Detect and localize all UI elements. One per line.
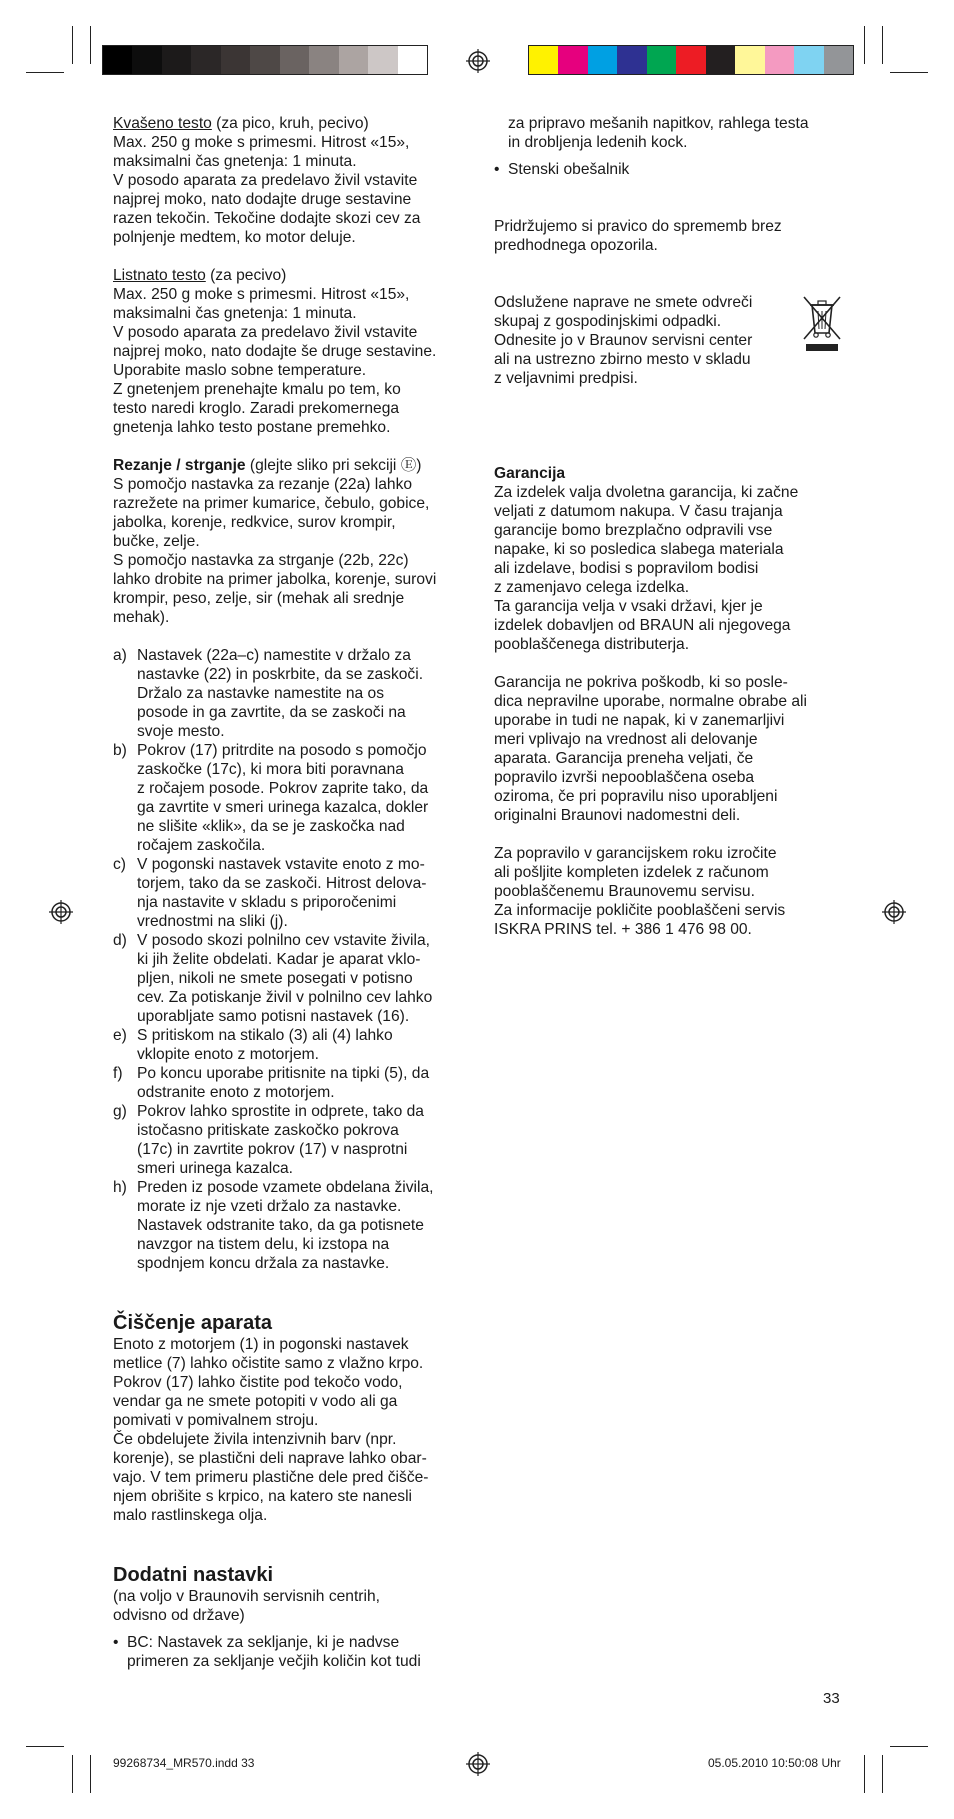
text-line: morate iz nje vzeti držalo za nastavke. (137, 1198, 402, 1215)
text-line: Pokrov (17) pritrdite na posodo s pomočjo (137, 742, 427, 759)
text-line: razrežete na primer kumarice, čebulo, gobice, (113, 495, 430, 512)
crop-mark (72, 1755, 73, 1793)
text-line: in drobljenja ledenih kock. (508, 134, 688, 151)
text-line: V posodo skozi polnilno cev vstavite živila, (137, 932, 430, 949)
text-line: meri vplivajo na vrednost ali delovanje (494, 731, 758, 748)
crop-mark (882, 26, 883, 64)
color-swatch (558, 46, 587, 74)
text-line: Pokrov (17) lahko čistite pod tekočo vodo, (113, 1374, 403, 1391)
bullet-icon: • (113, 1634, 119, 1651)
process-color-bar (528, 45, 854, 75)
text-line: ali na ustrezno zbirno mesto v skladu (494, 351, 751, 368)
crop-mark (90, 26, 91, 64)
text-line: torjem, tako da se zaskoči. Hitrost delova- (137, 875, 427, 892)
text-line: ali pošljite kompleten izdelek z računom (494, 864, 769, 881)
rezanje-title-suffix: (glejte sliko pri sekciji Ⓔ) (245, 457, 422, 474)
list-item (113, 1102, 473, 1178)
text-line: S pomočjo nastavka za strganje (22b, 22c) (113, 552, 409, 569)
text-line: ki jih želite obdelati. Kadar je aparat vklo- (137, 951, 421, 968)
color-swatch (368, 46, 397, 74)
section-kvaseno-testo (113, 114, 473, 247)
text-line: Nastavek (22a–c) namestite v držalo za (137, 647, 411, 664)
text-line: svoje mesto. (137, 723, 225, 740)
text-line: popravilo izvrši nepooblaščena oseba (494, 769, 755, 786)
color-swatch (250, 46, 279, 74)
color-swatch (647, 46, 676, 74)
text-line: jabolka, korenje, redkvice, surov krompir, (113, 514, 396, 531)
crop-mark (882, 1755, 883, 1793)
color-swatch (735, 46, 764, 74)
text-line: S pomočjo nastavka za rezanje (22a) lahko (113, 476, 413, 493)
text-line: krompir, peso, zelje, sir (mehak ali srednje (113, 590, 405, 607)
text-line: nja nastavite v skladu s priporočenimi (137, 894, 397, 911)
bullet-icon: • (494, 161, 500, 178)
text-line: Ta garancija velja v vsaki državi, kjer je (494, 598, 763, 615)
crop-mark (864, 26, 865, 64)
text-line: malo rastlinskega olja. (113, 1507, 268, 1524)
text-line: dica nepravilne uporabe, normalne obrabe ali (494, 693, 807, 710)
crop-mark (864, 1755, 865, 1793)
garancija-title: Garancija (494, 465, 566, 482)
text-line: vrednostmi na sliki (j). (137, 913, 288, 930)
text-line: zaskočke (17c), ki mora biti poravnana (137, 761, 404, 778)
color-swatch (103, 46, 132, 74)
color-swatch (398, 46, 427, 74)
step-label: f) (113, 1065, 123, 1082)
text-line: gnetenja lahko testo postane premehko. (113, 419, 391, 436)
text-line: (17c) in zavrtite pokrov (17) v nasprotni (137, 1141, 408, 1158)
color-swatch (529, 46, 558, 74)
section-dodatni-nastavki (113, 1563, 473, 1671)
text-line: V posodo aparata za predelavo živil vstavite (113, 172, 418, 189)
bullet-continuation (494, 114, 854, 152)
list-item (113, 1064, 473, 1102)
text-line: Za informacije pokličite pooblaščeni servis (494, 902, 786, 919)
section-garancija (494, 464, 854, 939)
text-line: metlice (7) lahko očistite samo z vlažno krpo. (113, 1355, 424, 1372)
text-line: napake, ki so posledica slabega materiala (494, 541, 784, 558)
text-line: nastavke (22) in poskrbite, da se zaskoči. (137, 666, 424, 683)
kvaseno-title-suffix: (za pico, kruh, pecivo) (211, 115, 369, 132)
list-item (494, 160, 854, 179)
crop-mark (26, 72, 64, 73)
color-swatch (588, 46, 617, 74)
text-line: pomivati v pomivalnem stroju. (113, 1412, 319, 1429)
color-swatch (280, 46, 309, 74)
color-swatch (794, 46, 823, 74)
text-line: Garancija ne pokriva poškodb, ki so posle- (494, 674, 788, 691)
dodatni-heading: Dodatni nastavki (113, 1564, 274, 1586)
text-line: Pokrov lahko sprostite in odprete, tako da (137, 1103, 424, 1120)
color-swatch (132, 46, 161, 74)
text-line: Če obdelujete živila intenzivnih barv (npr. (113, 1431, 397, 1448)
text-line: S pritiskom na stikalo (3) ali (4) lahko (137, 1027, 393, 1044)
text-line: ne slišite «klik», da se je zaskočka nad (137, 818, 405, 835)
text-line: Za izdelek valja dvoletna garancija, ki začne (494, 484, 799, 501)
text-line: istočasno pritiskate zaskočko pokrova (137, 1122, 399, 1139)
registration-mark-icon (465, 1751, 491, 1777)
list-item (113, 855, 473, 931)
crop-mark (890, 1746, 928, 1747)
text-line: veljati z datumom nakupa. V času trajanja (494, 503, 783, 520)
text-line: z ročajem posode. Pokrov zaprite tako, da (137, 780, 429, 797)
text-line: Enoto z motorjem (1) in pogonski nastavek (113, 1336, 409, 1353)
text-line: (na voljo v Braunovih servisnih centrih, (113, 1588, 380, 1605)
rezanje-title: Rezanje / strganje (113, 457, 246, 474)
text-line: ročajem zaskočila. (137, 837, 266, 854)
color-swatch (339, 46, 368, 74)
text-line: testo naredi kroglo. Zaradi prekomernega (113, 400, 400, 417)
text-line: Uporabite maslo sobne temperature. (113, 362, 367, 379)
color-swatch (221, 46, 250, 74)
registration-mark-icon (465, 48, 491, 74)
footer-timestamp: 05.05.2010 10:50:08 Uhr (708, 1756, 841, 1770)
text-line: izdelek dobavljen od BRAUN ali njegovega (494, 617, 791, 634)
section-odsluzene (494, 293, 854, 388)
step-label: g) (113, 1103, 127, 1120)
text-line: lahko drobite na primer jabolka, korenje, surovi (113, 571, 437, 588)
text-line: originalni Braunovi nadomestni deli. (494, 807, 741, 824)
text-line: navzgor na tistem delu, ki izstopa na (137, 1236, 390, 1253)
listnato-title-suffix: (za pecivo) (205, 267, 287, 284)
text-line: aparata. Garancija preneha veljati, če (494, 750, 754, 767)
text-line: pljen, nikoli ne smete posegati v potisno (137, 970, 413, 987)
text-line: ga zavrtite v smeri urinega kazalca, dokler (137, 799, 429, 816)
section-pridrzujemo (494, 217, 854, 255)
color-swatch (162, 46, 191, 74)
text-line: predhodnega opozorila. (494, 237, 658, 254)
text-line: Pridržujemo si pravico do sprememb brez (494, 218, 782, 235)
text-line: odvisno od države) (113, 1607, 245, 1624)
step-label: c) (113, 856, 126, 873)
color-swatch (617, 46, 646, 74)
text-line: uporabljate samo potisni nastavek (16). (137, 1008, 410, 1025)
text-line: z veljavnimi predpisi. (494, 370, 638, 387)
kvaseno-title: Kvašeno testo (113, 115, 212, 132)
crop-mark (26, 1746, 64, 1747)
text-line: Max. 250 g moke s primesmi. Hitrost «15», (113, 134, 410, 151)
text-line: Odslužene naprave ne smete odvreči (494, 294, 753, 311)
list-item (113, 1633, 473, 1671)
text-line: skupaj z gospodinjskimi odpadki. (494, 313, 722, 330)
color-swatch (706, 46, 735, 74)
list-item (113, 1026, 473, 1064)
text-line: razen tekočin. Tekočine dodajte skozi cev za (113, 210, 421, 227)
text-line: spodnjem koncu držala za nastavke. (137, 1255, 390, 1272)
text-line: pooblaščenega distributerja. (494, 636, 690, 653)
text-line: BC: Nastavek za sekljanje, ki je nadvse (127, 1634, 400, 1651)
footer-file-name: 99268734_MR570.indd 33 (113, 1756, 255, 1770)
text-line: Po koncu uporabe pritisnite na tipki (5), da (137, 1065, 430, 1082)
color-swatch (676, 46, 705, 74)
text-line: najprej moko, nato dodajte druge sestavine (113, 191, 412, 208)
steps-list (113, 646, 473, 1273)
text-line: pooblaščenemu Braunovemu servisu. (494, 883, 755, 900)
color-swatch (309, 46, 338, 74)
ciscenje-heading: Čiščenje aparata (113, 1312, 272, 1334)
section-ciscenje (113, 1311, 473, 1525)
text-line: cev. Za potiskanje živil v polnilno cev lahko (137, 989, 433, 1006)
text-line: Z gnetenjem prenehajte kmalu po tem, ko (113, 381, 401, 398)
text-line: V posodo aparata za predelavo živil vstavite (113, 324, 418, 341)
text-line: uporabe in tudi ne napak, ki v zanemarljivi (494, 712, 785, 729)
color-swatch (191, 46, 220, 74)
crop-mark (72, 26, 73, 64)
text-line: z zamenjavo celega izdelka. (494, 579, 690, 596)
list-item (113, 741, 473, 855)
weee-crossed-bin-icon (800, 295, 844, 353)
text-line: Nastavek odstranite tako, da ga potisnete (137, 1217, 424, 1234)
step-label: e) (113, 1027, 127, 1044)
section-listnato-testo (113, 266, 473, 437)
step-label: d) (113, 932, 127, 949)
text-line: bučke, zelje. (113, 533, 200, 550)
step-label: h) (113, 1179, 127, 1196)
text-line: za pripravo mešanih napitkov, rahlega testa (508, 115, 809, 132)
left-column (113, 114, 473, 1671)
text-line: ISKRA PRINS tel. + 386 1 476 98 00. (494, 921, 752, 938)
text-line: Odnesite jo v Braunov servisni center (494, 332, 753, 349)
crop-mark (90, 1755, 91, 1793)
registration-mark-icon (881, 899, 907, 925)
text-line: odstranite enoto z motorjem. (137, 1084, 335, 1101)
text-line: Za popravilo v garancijskem roku izročite (494, 845, 777, 862)
text-line: vklopite enoto z motorjem. (137, 1046, 320, 1063)
text-line: Preden iz posode vzamete obdelana živila, (137, 1179, 434, 1196)
rezanje-title-line (113, 456, 473, 475)
color-swatch (765, 46, 794, 74)
text-line: Držalo za nastavke namestite na os (137, 685, 385, 702)
text-line: smeri urinega kazalca. (137, 1160, 294, 1177)
kvaseno-title-line (113, 114, 473, 133)
text-line: ali izdelave, bodisi s popravilom bodisi (494, 560, 759, 577)
step-label: a) (113, 647, 127, 664)
list-item (113, 646, 473, 741)
registration-mark-icon (48, 899, 74, 925)
text-line: vendar ga ne smete potopiti v vodo ali ga (113, 1393, 398, 1410)
color-swatch (824, 46, 853, 74)
text-line: najprej moko, nato dodajte še druge sestavine. (113, 343, 437, 360)
list-item (113, 931, 473, 1026)
gray-color-bar (102, 45, 428, 75)
list-item (113, 1178, 473, 1273)
listnato-title-line (113, 266, 473, 285)
text-line: oziroma, če pri popravilu niso uporabljeni (494, 788, 778, 805)
listnato-title: Listnato testo (113, 267, 206, 284)
text-line: Stenski obešalnik (508, 161, 630, 178)
text-line: Max. 250 g moke s primesmi. Hitrost «15», (113, 286, 410, 303)
section-rezanje-strganje (113, 456, 473, 627)
text-line: V pogonski nastavek vstavite enoto z mo- (137, 856, 425, 873)
text-line: posode in ga zavrtite, da se zaskoči na (137, 704, 406, 721)
text-line: maksimalni čas gnetenja: 1 minuta. (113, 153, 357, 170)
text-line: vajo. V tem primeru plastične dele pred čišče- (113, 1469, 429, 1486)
text-line: maksimalni čas gnetenja: 1 minuta. (113, 305, 357, 322)
text-line: njem obrišite s krpico, na katero ste nanesli (113, 1488, 413, 1505)
crop-mark (890, 72, 928, 73)
text-line: mehak). (113, 609, 170, 626)
right-column (494, 114, 854, 939)
text-line: primeren za sekljanje večjih količin kot tudi (127, 1653, 421, 1670)
step-label: b) (113, 742, 127, 759)
page-number: 33 (823, 1690, 840, 1707)
text-line: korenje), se plastični deli naprave lahko obar- (113, 1450, 427, 1467)
text-line: polnjenje medtem, ko motor deluje. (113, 229, 356, 246)
text-line: garancije bomo brezplačno odpravili vse (494, 522, 773, 539)
